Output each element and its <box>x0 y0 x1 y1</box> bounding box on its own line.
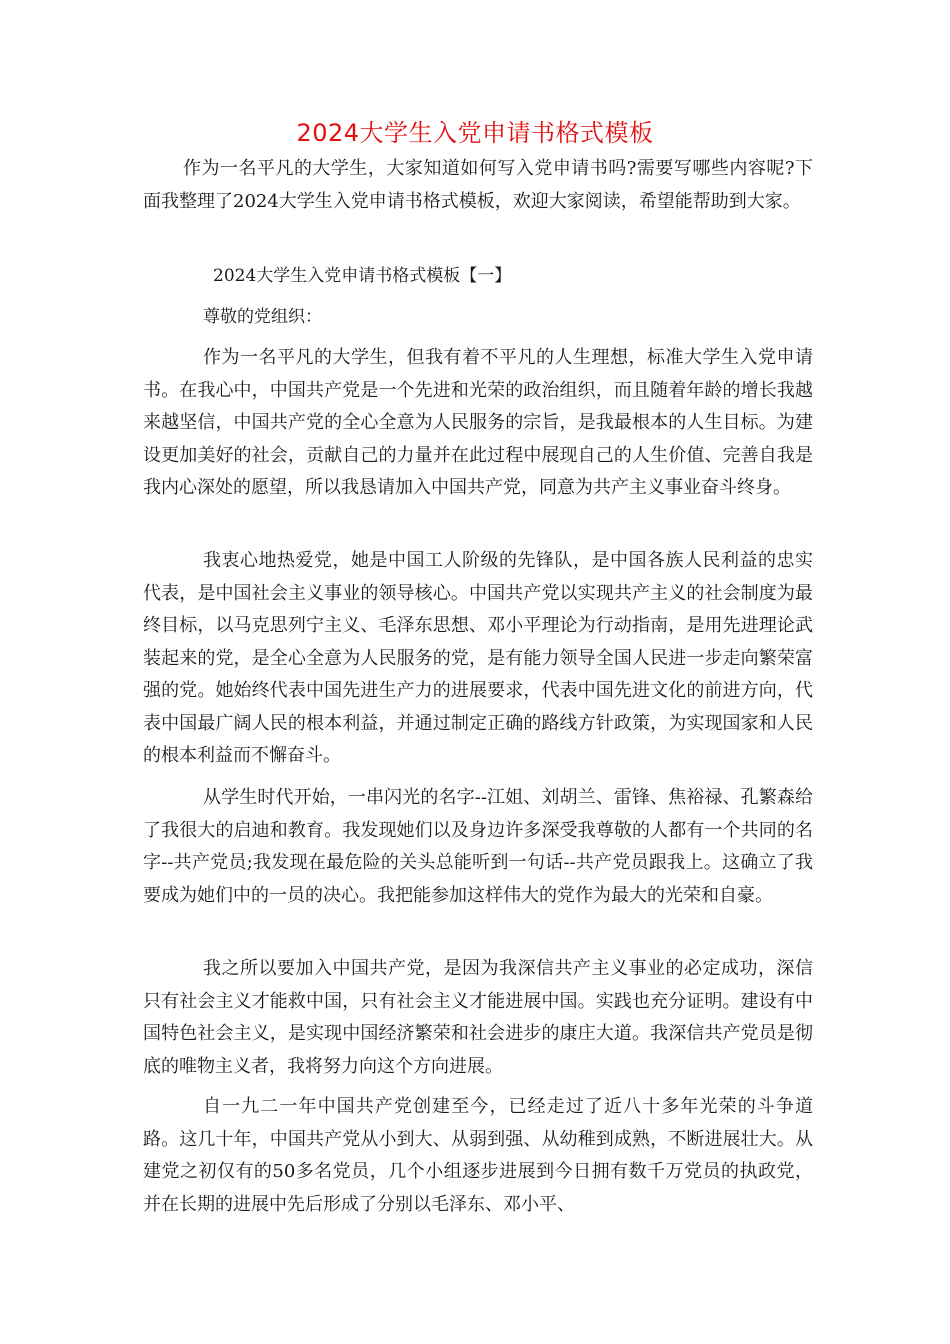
section-heading: 2024大学生入党申请书格式模板【一】 <box>213 266 512 286</box>
salutation: 尊敬的党组织： <box>203 307 322 327</box>
body-paragraph: 我衷心地热爱党，她是中国工人阶级的先锋队，是中国各族人民利益的忠实代表，是中国社会主义事业的领导核心。中国共产党以实现共产主义的社会制度为最终目标，以马克思列宁主义、毛泽东思想、邓小平理论为行动指南，是用先进理论武装起来的党，是全心全意为人民服务的党，是有能力领导全国人民进一步走向繁荣富强的党。她始终代表中国先进生产力的进展要求，代表中国先进文化的前进方向，代表中国最广阔人民的根本利益，并通过制定正确的路线方针政策，为实现国家和人民的根本利益而不懈奋斗。 <box>143 550 813 766</box>
body-paragraph: 我之所以要加入中国共产党，是因为我深信共产主义事业的必定成功，深信只有社会主义才能救中国，只有社会主义才能进展中国。实践也充分证明。建设有中国特色社会主义，是实现中国经济繁荣和社会进步的康庄大道。我深信共产党员是彻底的唯物主义者，我将努力向这个方向进展。 <box>143 958 813 1077</box>
body-paragraph: 从学生时代开始，一串闪光的名字--江姐、刘胡兰、雷锋、焦裕禄、孔繁森给了我很大的启迪和教育。我发现她们以及身边许多深受我尊敬的人都有一个共同的名字--共产党员;我发现在最危险的关头总能听到一句话--共产党员跟我上。这确立了我要成为她们中的一员的决心。我把能参加这样伟大的党作为最大的光荣和自豪。 <box>143 787 813 906</box>
body-paragraph: 作为一名平凡的大学生，但我有着不平凡的人生理想，标准大学生入党申请书。在我心中，中国共产党是一个先进和光荣的政治组织，而且随着年龄的增长我越来越坚信，中国共产党的全心全意为人民服务的宗旨，是我最根本的人生目标。为建设更加美好的社会，贡献自己的力量并在此过程中展现自己的人生价值、完善自我是我内心深处的愿望，所以我恳请加入中国共产党，同意为共产主义事业奋斗终身。 <box>143 347 813 498</box>
document-title: 2024大学生入党申请书格式模板 <box>296 119 654 147</box>
intro-paragraph: 作为一名平凡的大学生，大家知道如何写入党申请书吗?需要写哪些内容呢?下面我整理了2024大学生入党申请书格式模板，欢迎大家阅读，希望能帮助到大家。 <box>143 158 813 212</box>
body-paragraph: 自一九二一年中国共产党创建至今，已经走过了近八十多年光荣的斗争道路。这几十年，中国共产党从小到大、从弱到强、从幼稚到成熟，不断进展壮大。从建党之初仅有的50多名党员，几个小组逐步进展到今日拥有数千万党员的执政党，并在长期的进展中先后形成了分别以毛泽东、邓小平、 <box>143 1096 813 1215</box>
